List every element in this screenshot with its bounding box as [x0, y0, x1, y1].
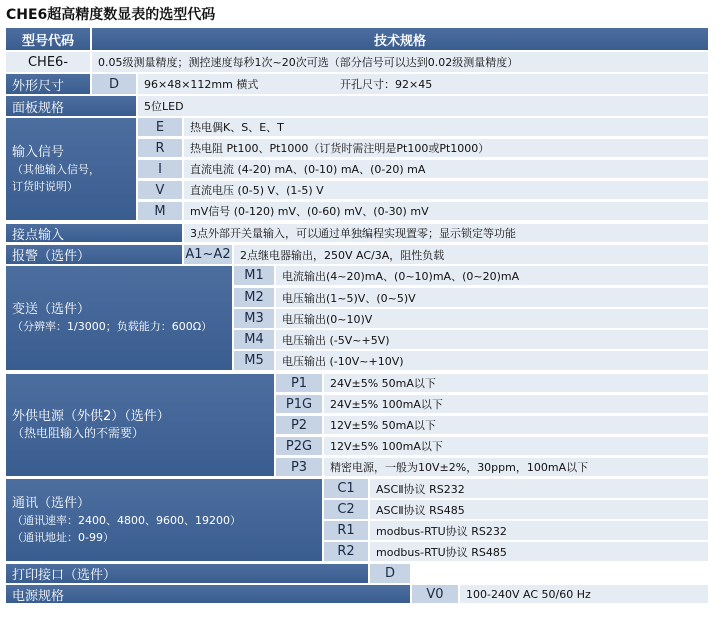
supply-code: P3	[276, 458, 322, 476]
header-model-code: 型号代码	[6, 28, 90, 50]
transmit-code: M1	[234, 266, 274, 285]
print-code: D	[370, 564, 410, 583]
supply-code: P1G	[276, 395, 322, 413]
comm-note: （通讯速率：2400、4800、9600、19200）	[12, 513, 241, 527]
comm-note: （通讯地址：0-99）	[12, 530, 114, 544]
input-desc: 热电阻 Pt100、Pt1000（订货时需注明是Pt100或Pt1000）	[184, 139, 708, 157]
supply-note: （热电阻输入的不需要）	[12, 426, 145, 440]
transmit-label: 变送（选件）	[12, 302, 91, 317]
transmit-note: （分辨率：1/3000；负载能力：600Ω）	[12, 320, 213, 333]
transmit-code: M4	[234, 330, 274, 349]
size-cell	[138, 74, 708, 94]
transmit-desc: 电压输出 (-10V~+10V)	[276, 351, 708, 370]
panel-label: 面板规格	[6, 96, 136, 116]
comm-desc: ASCⅡ协议 RS232	[370, 479, 708, 498]
model-code: CHE6-	[6, 52, 90, 72]
transmit-desc: 电压输出 (-5V~+5V)	[276, 330, 708, 349]
supply-desc: 24V±5% 100mA以下	[324, 395, 708, 413]
transmit-label-cell	[6, 266, 232, 370]
page-title: CHE6超高精度数显表的选型代码	[6, 7, 216, 23]
transmit-desc: 电压输出(0~10)V	[276, 309, 708, 328]
transmit-desc: 电压输出(1~5)V、(0~5)V	[276, 288, 708, 307]
panel-desc: 5位LED	[138, 96, 708, 116]
input-code: V	[138, 181, 182, 199]
input-code: I	[138, 160, 182, 178]
input-label: 输入信号	[12, 144, 65, 160]
comm-label: 通讯（选件）	[12, 495, 91, 511]
alarm-label: 报警（选件）	[6, 245, 182, 264]
input-desc: mV信号 (0-120) mV、(0-60) mV、(0-30) mV	[184, 202, 708, 220]
supply-desc: 12V±5% 100mA以下	[324, 437, 708, 455]
input-desc: 热电偶K、S、E、T	[184, 118, 708, 136]
input-code: E	[138, 118, 182, 136]
input-code: R	[138, 139, 182, 157]
power-label: 电源规格	[6, 585, 410, 603]
transmit-code: M2	[234, 288, 274, 307]
supply-code: P2G	[276, 437, 322, 455]
transmit-desc: 电流输出(4~20)mA、(0~10)mA、(0~20)mA	[276, 266, 708, 285]
comm-code: R2	[324, 542, 368, 561]
input-desc: 直流电压 (0-5) V、(1-5) V	[184, 181, 708, 199]
supply-desc: 24V±5% 50mA以下	[324, 374, 708, 392]
alarm-desc: 2点继电器输出，250V AC/3A，阻性负载	[234, 245, 708, 264]
size-cutout: 开孔尺寸：92×45	[340, 78, 433, 91]
power-code: V0	[412, 585, 458, 603]
input-note: （其他输入信号，	[12, 162, 100, 176]
comm-desc: modbus-RTU协议 RS232	[370, 521, 708, 540]
comm-code: R1	[324, 521, 368, 540]
input-code: M	[138, 202, 182, 220]
supply-desc: 精密电源，一般为10V±2%，30ppm，100mA以下	[324, 458, 708, 476]
header-tech-spec: 技术规格	[92, 28, 708, 50]
contact-label: 接点输入	[6, 224, 182, 242]
size-label: 外形尺寸	[6, 74, 90, 94]
comm-desc: modbus-RTU协议 RS485	[370, 542, 708, 561]
transmit-code: M3	[234, 309, 274, 328]
supply-code: P1	[276, 374, 322, 392]
comm-desc: ASCⅡ协议 RS485	[370, 500, 708, 519]
supply-label-cell	[6, 374, 274, 476]
comm-code: C2	[324, 500, 368, 519]
contact-desc: 3点外部开关量输入，可以通过单独编程实现置零；显示锁定等功能	[184, 224, 708, 242]
size-code: D	[92, 74, 136, 94]
input-note: 订货时说明）	[12, 179, 78, 193]
print-label: 打印接口（选件）	[6, 564, 368, 583]
comm-label-cell	[6, 479, 322, 561]
supply-code: P2	[276, 416, 322, 434]
supply-desc: 12V±5% 50mA以下	[324, 416, 708, 434]
comm-code: C1	[324, 479, 368, 498]
power-desc: 100-240V AC 50/60 Hz	[460, 585, 708, 603]
input-label-cell	[6, 118, 136, 220]
alarm-code: A1~A2	[185, 247, 231, 262]
input-desc: 直流电流 (4-20) mA、(0-10) mA、(0-20) mA	[184, 160, 708, 178]
model-desc: 0.05级测量精度；测控速度每秒1次~20次可选（部分信号可以达到0.02级测量精度）	[92, 52, 708, 72]
size-desc: 96×48×112mm 横式	[144, 78, 259, 91]
transmit-code: M5	[234, 351, 274, 370]
supply-label: 外供电源（外供2）（选件）	[12, 409, 170, 424]
